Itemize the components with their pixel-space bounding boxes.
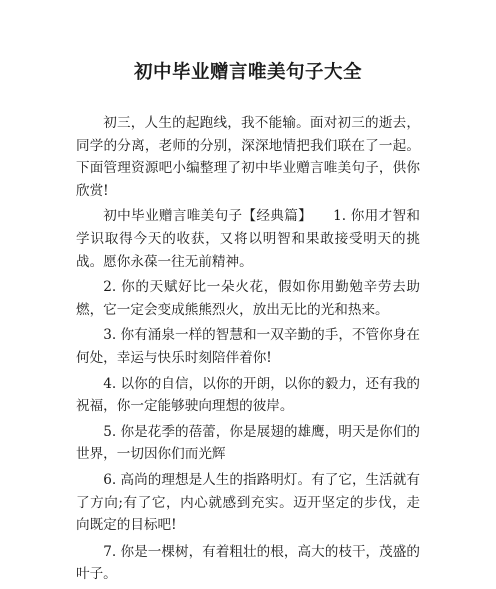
paragraph-item-7: 7. 你是一棵树，有着粗壮的根，高大的枝干，茂盛的叶子。 <box>76 543 420 583</box>
paragraph-section-heading: 初中毕业赠言唯美句子【经典篇】 1. 你用才智和学识取得今天的收获，又将以明智和果敢接受明天的挑战。愿你永葆一往无前精神。 <box>76 208 420 270</box>
document-title: 初中毕业赠言唯美句子大全 <box>133 62 362 83</box>
paragraph-item-6: 6. 高尚的理想是人生的指路明灯。有了它，生活就有了方向;有了它，内心就感到充实。迈开坚定的步伐，走向既定的目标吧! <box>76 471 420 534</box>
paragraph-intro: 初三，人生的起跑线，我不能输。面对初三的逝去，同学的分离，老师的分别，深深地情把我们联在了一起。下面管理资源吧小编整理了初中毕业赠言唯美句子，供你欣赏! <box>76 115 420 199</box>
paragraph-item-5: 5. 你是花季的蓓蕾，你是展翅的雄鹰，明天是你们的世界，一切因你们而光辉 <box>76 423 420 463</box>
paragraph-item-4: 4. 以你的自信，以你的开朗，以你的毅力，还有我的祝福，你一定能够驶向理想的彼岸。 <box>76 375 420 415</box>
paragraph-item-2: 2. 你的天赋好比一朵火花，假如你用勤勉辛劳去助燃，它一定会变成熊熊烈火，放出无比的光和热来。 <box>76 279 420 318</box>
paragraph-item-3: 3. 你有涌泉一样的智慧和一双辛勤的手，不管你身在何处，幸运与快乐时刻陪伴着你! <box>76 327 420 366</box>
document-body <box>76 112 420 589</box>
